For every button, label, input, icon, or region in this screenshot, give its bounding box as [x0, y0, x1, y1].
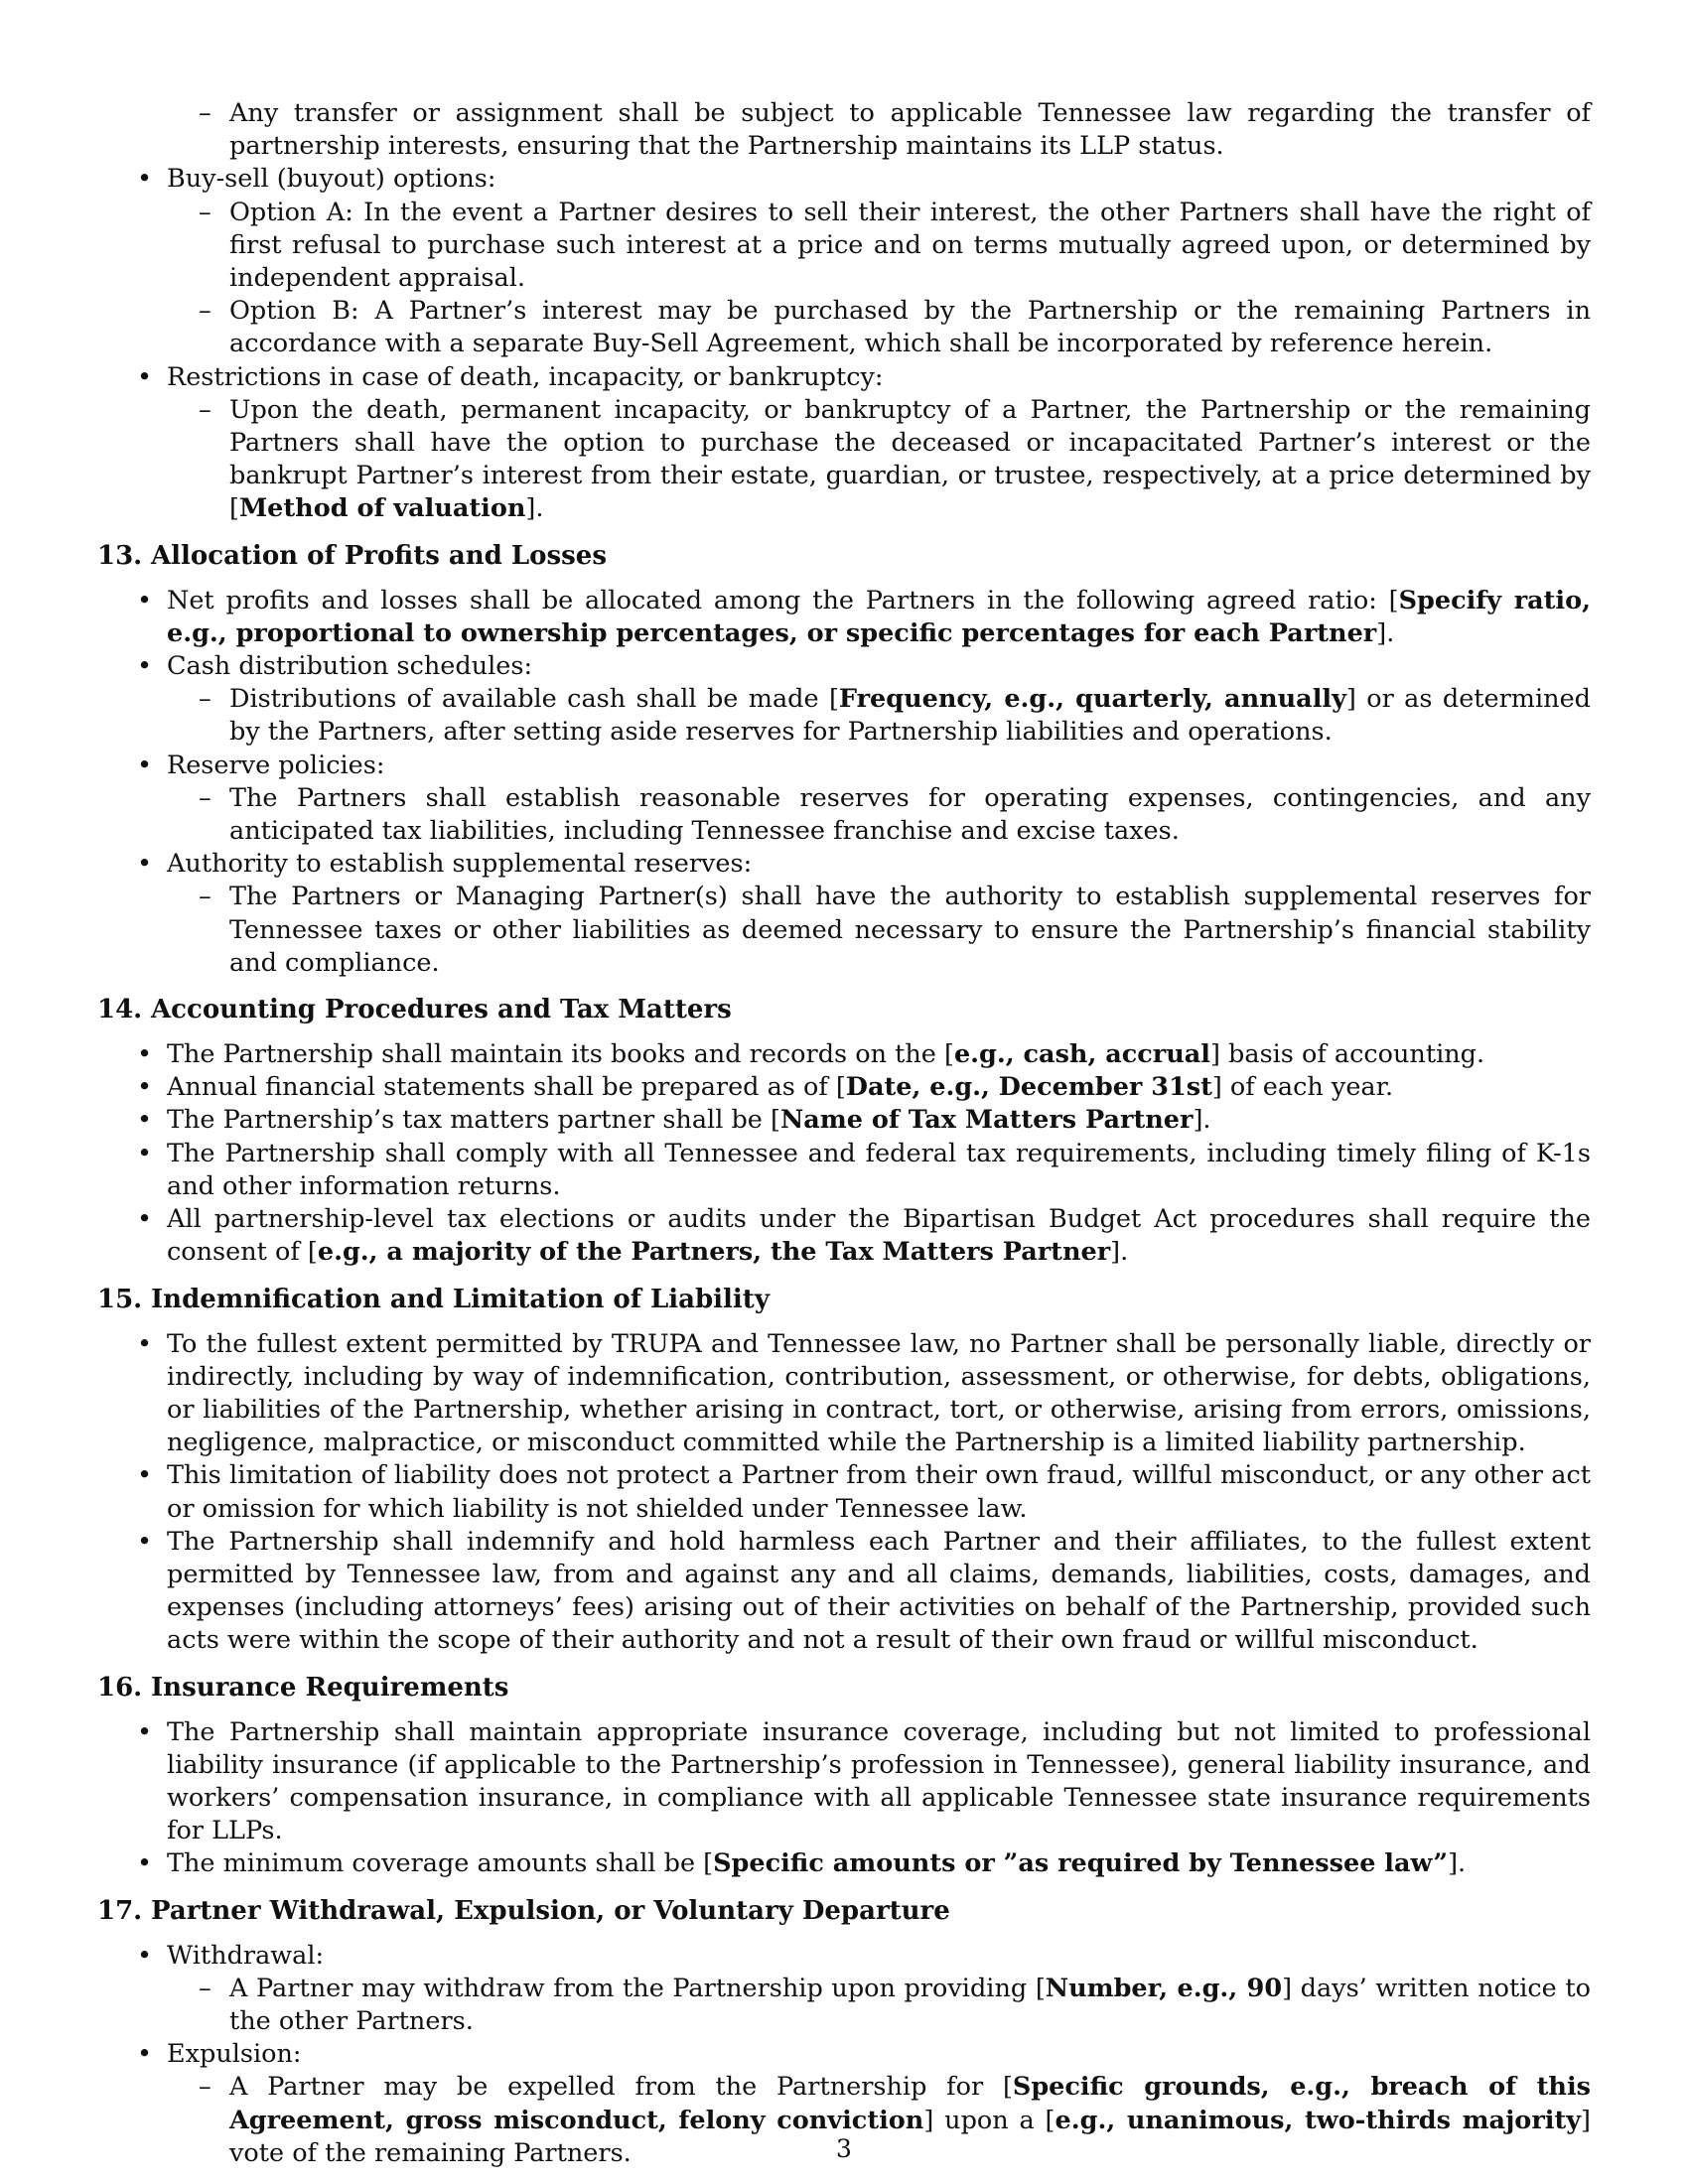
dash-marker: – — [199, 882, 211, 912]
section-number: 16. — [97, 1672, 143, 1703]
transfer-continuation-list — [97, 97, 1591, 526]
paragraph-text: The Partnership shall maintain appropriate insurance coverage, including but not limited to professional liability insurance (if applicable to the Partnership’s profession in Tennessee), general liability insurance, and workers’ compensation insurance, in compliance with all applicable Tennessee state insurance requirements for LLPs. — [167, 1716, 1591, 1846]
paragraph-text: ]. — [1193, 1105, 1211, 1136]
list-item — [97, 163, 1591, 196]
bullet-marker: • — [137, 1716, 153, 1747]
paragraph-text: ] or as determined by the Partners, after setting aside reserves for Partnership liabilities and operations. — [229, 684, 1591, 748]
section-number: 14. — [97, 995, 143, 1025]
section-heading-16 — [97, 1672, 1591, 1705]
placeholder-text: e.g., a majority of the Partners, the Tax Matters Partner — [317, 1237, 1111, 1268]
list-item — [97, 394, 1591, 526]
bullet-marker: • — [137, 1204, 153, 1235]
paragraph-text: The Partners or Managing Partner(s) shall have the authority to establish supplemental reserves for Tennessee taxes or other liabilities as deemed necessary to ensure the Partnership’s financial stability and compliance. — [229, 882, 1591, 978]
bullet-marker: • — [137, 1526, 153, 1557]
bullet-marker: • — [137, 164, 153, 195]
list-item — [97, 848, 1591, 881]
list-item — [97, 650, 1591, 683]
paragraph-text: All partnership-level tax elections or audits under the Bipartisan Budget Act procedures shall require the consent of [ — [167, 1204, 1591, 1268]
section-title: Allocation of Profits and Losses — [151, 540, 607, 571]
bullet-marker: • — [137, 651, 153, 682]
paragraph-text: The Partnership shall indemnify and hold harmless each Partner and their affiliates, to the fullest extent permitted by Tennessee law, from and against any and all claims, demands, liabilities, costs, damages, and expenses (including attorneys’ fees) arising out of their activities on behalf of the Partnership, provided such acts were within the scope of their authority and not a result of their own fraud or willful misconduct. — [167, 1526, 1591, 1656]
placeholder-text: Date, e.g., December 31st — [845, 1072, 1212, 1103]
list-item — [97, 1459, 1591, 1525]
paragraph-text: A Partner may be expelled from the Partnership for [ — [229, 2072, 1013, 2103]
paragraph-text: ]. — [1110, 1237, 1129, 1268]
list-item — [97, 1526, 1591, 1658]
dash-marker: – — [199, 684, 211, 715]
bullet-marker: • — [137, 750, 153, 780]
placeholder-text: Specific grounds, e.g., breach of this Agreement, gross misconduct, felony conviction — [229, 2072, 1591, 2135]
section-title: Insurance Requirements — [151, 1672, 509, 1703]
paragraph-text: The minimum coverage amounts shall be [ — [167, 1848, 714, 1879]
paragraph-text: ] basis of accounting. — [1209, 1039, 1485, 1070]
section-16-list — [97, 1716, 1591, 1881]
paragraph-text: The Partnership shall comply with all Tennessee and federal tax requirements, including timely filing of K-1s and other information returns. — [167, 1138, 1591, 1201]
list-item — [97, 782, 1591, 848]
dash-marker: – — [199, 2072, 211, 2103]
list-item — [97, 97, 1591, 163]
dash-marker: – — [199, 98, 211, 128]
list-item — [97, 881, 1591, 980]
bullet-marker: • — [137, 1072, 153, 1103]
bullet-marker: • — [137, 1460, 153, 1491]
list-item — [97, 1138, 1591, 1203]
section-number: 15. — [97, 1284, 143, 1314]
paragraph-text: The Partnership’s tax matters partner shall be [ — [167, 1105, 780, 1136]
section-heading-13 — [97, 540, 1591, 573]
paragraph-text: Reserve policies: — [167, 750, 385, 780]
placeholder-text: Specify ratio, e.g., proportional to ownership percentages, or specific percentages for each Partner — [167, 585, 1592, 648]
paragraph-text: Withdrawal: — [167, 1940, 325, 1971]
paragraph-text: ] of each year. — [1211, 1072, 1394, 1103]
bullet-marker: • — [137, 1328, 153, 1359]
paragraph-text: A Partner may withdraw from the Partnership upon providing [ — [229, 1973, 1046, 2003]
list-item — [97, 683, 1591, 749]
placeholder-text: Method of valuation — [238, 493, 526, 524]
list-item — [97, 1203, 1591, 1269]
section-heading-17 — [97, 1895, 1591, 1928]
paragraph-text: ] vote of the remaining Partners. — [229, 2105, 1591, 2168]
bullet-marker: • — [137, 2039, 153, 2070]
section-heading-15 — [97, 1284, 1591, 1316]
paragraph-text: Distributions of available cash shall be made [ — [229, 684, 839, 715]
page-number: 3 — [836, 2134, 852, 2163]
list-item — [97, 1038, 1591, 1071]
list-item — [97, 2038, 1591, 2071]
paragraph-text: The Partnership shall maintain its books and records on the [ — [167, 1039, 954, 1070]
list-item — [97, 361, 1591, 394]
paragraph-text: ] days’ written notice to the other Partners. — [229, 1973, 1591, 2036]
paragraph-text: ]. — [1448, 1848, 1467, 1879]
list-item — [97, 295, 1591, 360]
paragraph-text: ] upon a [ — [923, 2105, 1055, 2135]
list-item — [97, 1973, 1591, 2038]
section-15-list — [97, 1328, 1591, 1658]
section-title: Indemnification and Limitation of Liability — [151, 1284, 770, 1314]
document-page — [97, 97, 1591, 2170]
bullet-marker: • — [137, 1138, 153, 1168]
bullet-marker: • — [137, 1940, 153, 1971]
list-item — [97, 1716, 1591, 1848]
paragraph-text: To the fullest extent permitted by TRUPA and Tennessee law, no Partner shall be personally liable, directly or indirectly, including by way of indemnification, contribution, assessment, or otherwise, for debts, obligations, or liabilities of the Partnership, whether arising in contract, tort, or otherwise, arising from errors, omissions, negligence, malpractice, or misconduct committed while the Partnership is a limited liability partnership. — [167, 1328, 1591, 1458]
paragraph-text: Net profits and losses shall be allocated among the Partners in the following agreed ratio: [ — [167, 585, 1399, 615]
paragraph-text: ]. — [525, 493, 544, 524]
bullet-marker: • — [137, 585, 153, 615]
paragraph-text: Cash distribution schedules: — [167, 651, 533, 682]
paragraph-text: Expulsion: — [167, 2039, 302, 2070]
list-item — [97, 1071, 1591, 1104]
paragraph-text: Restrictions in case of death, incapacity, or bankruptcy: — [167, 361, 884, 392]
section-title: Partner Withdrawal, Expulsion, or Voluntary Departure — [151, 1895, 950, 1926]
section-number: 13. — [97, 540, 143, 571]
paragraph-text: Any transfer or assignment shall be subject to applicable Tennessee law regarding the transfer of partnership interests, ensuring that the Partnership maintains its LLP status. — [229, 98, 1591, 162]
list-item — [97, 197, 1591, 296]
paragraph-text: ]. — [1376, 617, 1395, 648]
placeholder-text: Specific amounts or ”as required by Tennessee law” — [713, 1848, 1449, 1879]
dash-marker: – — [199, 782, 211, 813]
dash-marker: – — [199, 296, 211, 327]
bullet-marker: • — [137, 849, 153, 880]
placeholder-text: Name of Tax Matters Partner — [779, 1105, 1194, 1136]
placeholder-text: Frequency, e.g., quarterly, annually — [838, 684, 1346, 715]
placeholder-text: Number, e.g., 90 — [1045, 1973, 1283, 2003]
list-item — [97, 585, 1591, 650]
bullet-marker: • — [137, 361, 153, 392]
paragraph-text: Authority to establish supplemental reserves: — [167, 849, 753, 880]
section-title: Accounting Procedures and Tax Matters — [151, 995, 732, 1025]
section-13-list — [97, 585, 1591, 980]
dash-marker: – — [199, 394, 211, 425]
bullet-marker: • — [137, 1848, 153, 1879]
section-heading-14 — [97, 994, 1591, 1026]
paragraph-text: Upon the death, permanent incapacity, or bankruptcy of a Partner, the Partnership or the remaining Partners shall have the option to purchase the deceased or incapacitated Partner’s interest or the bankrupt Partner’s interest from their estate, guardian, or trustee, respectively, at a price determined by [ — [229, 394, 1591, 524]
paragraph-text: Buy-sell (buyout) options: — [167, 164, 496, 195]
paragraph-text: Annual financial statements shall be prepared as of [ — [167, 1072, 846, 1103]
paragraph-text: This limitation of liability does not protect a Partner from their own fraud, willful misconduct, or any other act or omission for which liability is not shielded under Tennessee law. — [167, 1460, 1591, 1524]
section-14-list — [97, 1038, 1591, 1269]
paragraph-text: Option A: In the event a Partner desires to sell their interest, the other Partners shall have the right of first refusal to purchase such interest at a price and on terms mutually agreed upon, or determined by independent appraisal. — [229, 197, 1591, 294]
dash-marker: – — [199, 1973, 211, 2003]
paragraph-text: Option B: A Partner’s interest may be purchased by the Partnership or the remaining Partners in accordance with a separate Buy-Sell Agreement, which shall be incorporated by reference herein. — [229, 296, 1591, 359]
list-item — [97, 1328, 1591, 1460]
list-item — [97, 1940, 1591, 1973]
list-item — [97, 1104, 1591, 1137]
bullet-marker: • — [137, 1105, 153, 1136]
dash-marker: – — [199, 197, 211, 227]
paragraph-text: The Partners shall establish reasonable reserves for operating expenses, contingencies, and any anticipated tax liabilities, including Tennessee franchise and excise taxes. — [229, 782, 1591, 847]
list-item — [97, 1847, 1591, 1880]
bullet-marker: • — [137, 1039, 153, 1070]
section-number: 17. — [97, 1895, 143, 1926]
list-item — [97, 750, 1591, 782]
placeholder-text: e.g., unanimous, two-thirds majority — [1055, 2105, 1582, 2135]
placeholder-text: e.g., cash, accrual — [953, 1039, 1210, 1070]
